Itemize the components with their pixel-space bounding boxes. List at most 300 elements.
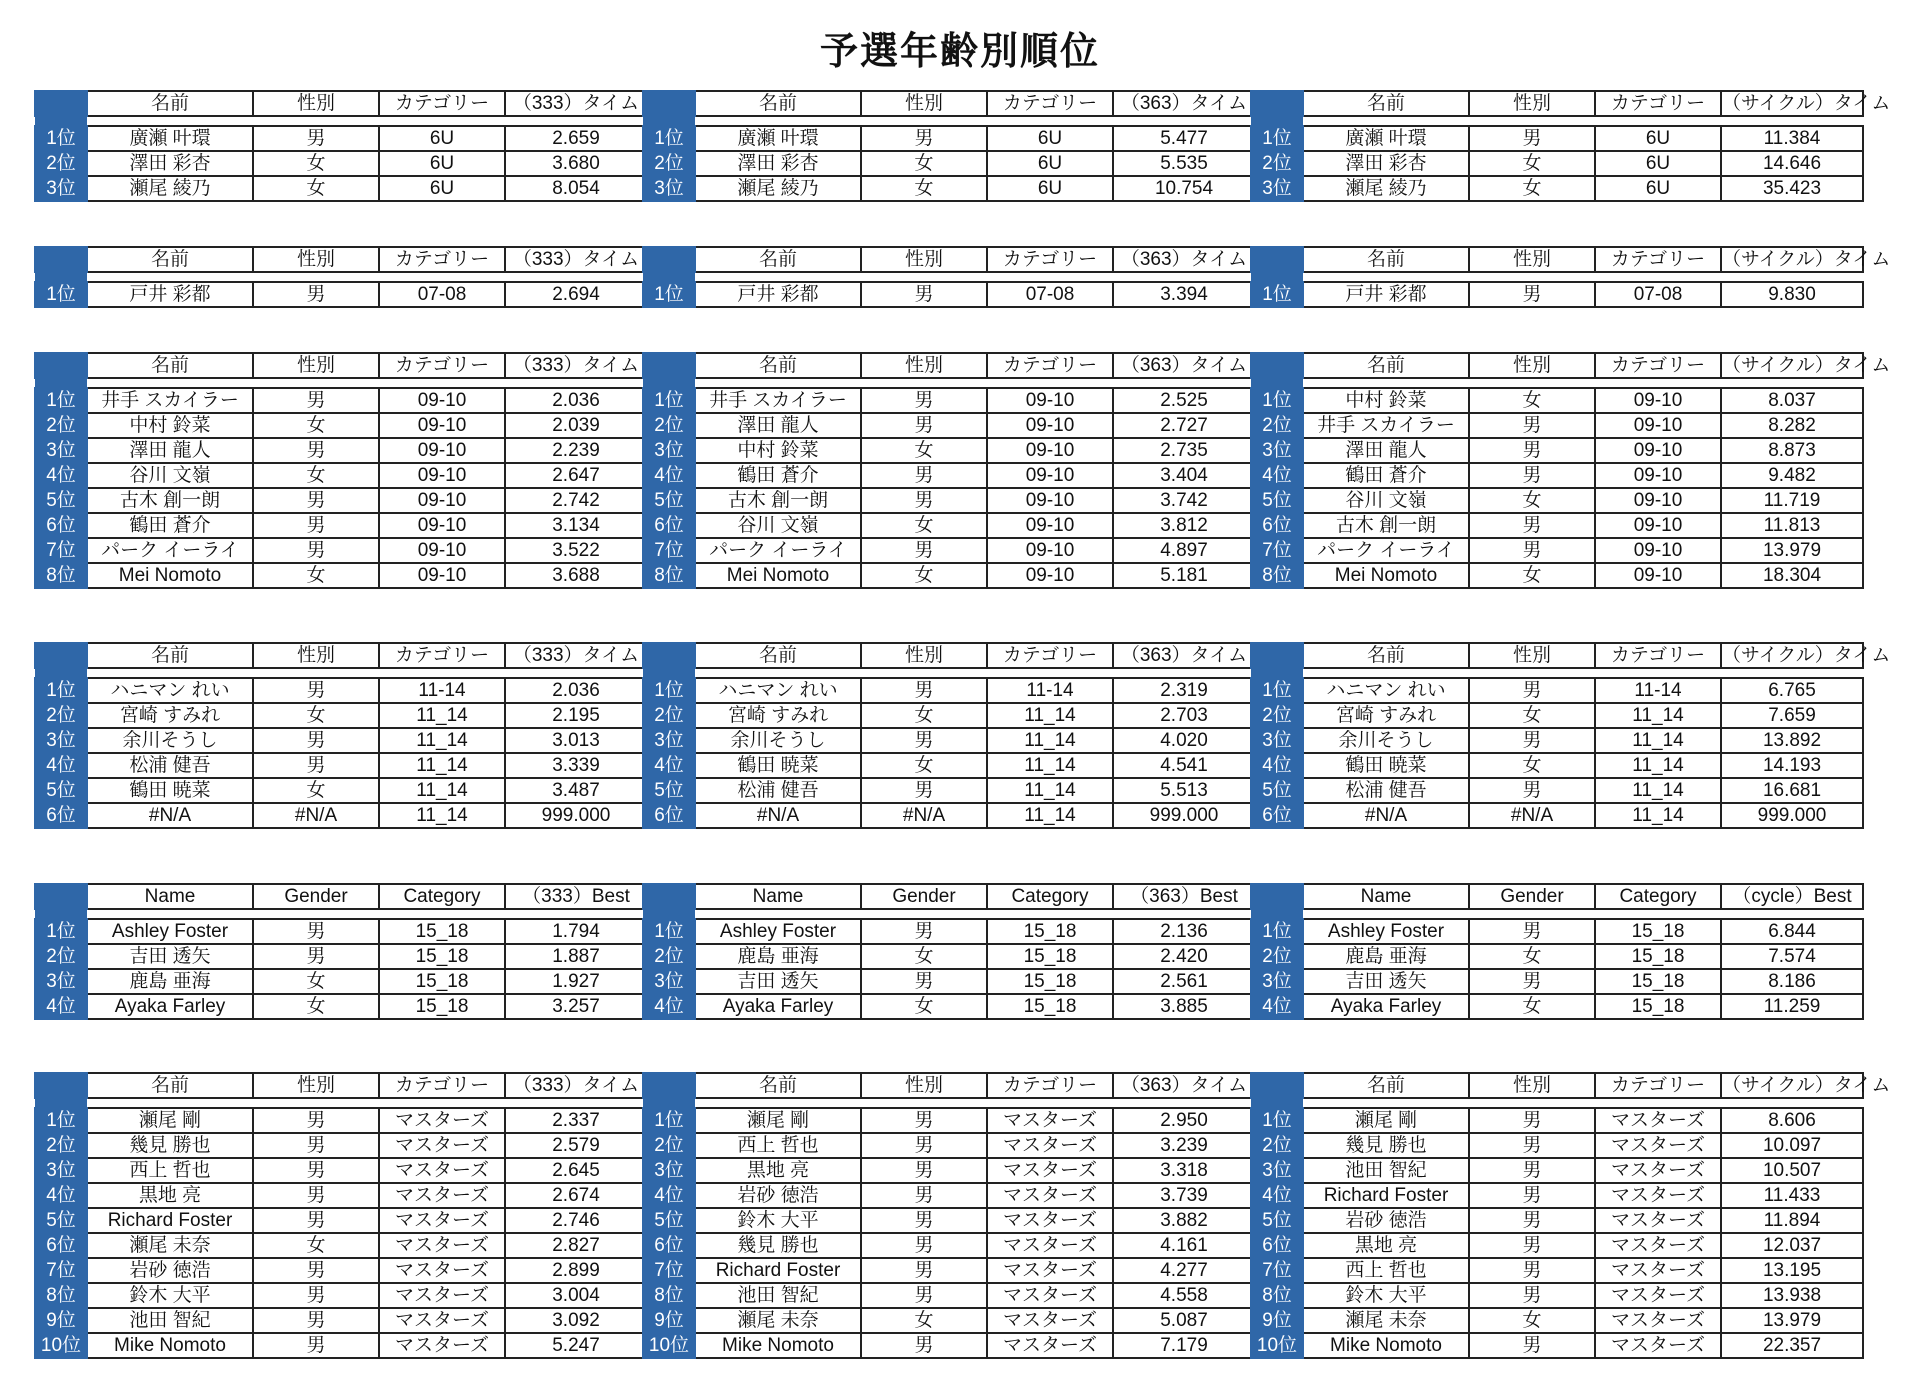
rank-spacer-cell — [35, 909, 87, 919]
name-cell: 澤田 龍人 — [695, 413, 861, 438]
table-row — [35, 919, 647, 944]
rank-cell: 7位 — [1251, 538, 1303, 563]
table-row — [643, 803, 1255, 828]
column-header-gender: 性別 — [1469, 247, 1595, 272]
column-header-gender: 性別 — [1469, 91, 1595, 116]
column-header-name: 名前 — [87, 91, 253, 116]
table-row — [35, 778, 647, 803]
name-cell: 井手 スカイラー — [695, 388, 861, 413]
ranking-table — [1250, 352, 1891, 589]
table-spacer-row — [35, 272, 647, 282]
rank-cell: 4位 — [1251, 994, 1303, 1019]
category-cell: 09-10 — [379, 438, 505, 463]
gender-cell: 女 — [861, 513, 987, 538]
ranking-table — [642, 1072, 1256, 1359]
column-header-gender: 性別 — [253, 1073, 379, 1098]
ranking-table — [642, 352, 1256, 589]
column-header-name: 名前 — [87, 353, 253, 378]
name-cell: ハニマン れい — [695, 678, 861, 703]
rank-header-cell — [35, 884, 87, 909]
name-cell: 西上 哲也 — [87, 1158, 253, 1183]
name-cell: 澤田 彩杏 — [87, 151, 253, 176]
column-header-name: 名前 — [695, 353, 861, 378]
rank-header-cell — [643, 884, 695, 909]
category-cell: 11_14 — [987, 703, 1113, 728]
spacer-cell — [87, 378, 647, 388]
time-cell: 4.277 — [1113, 1258, 1255, 1283]
rank-header-cell — [1251, 247, 1303, 272]
table-row — [1251, 969, 1863, 994]
column-header-gender: 性別 — [253, 247, 379, 272]
time-cell: 2.579 — [505, 1133, 647, 1158]
table-spacer-row — [643, 272, 1255, 282]
rank-cell: 5位 — [35, 778, 87, 803]
name-cell: 鹿島 亜海 — [87, 969, 253, 994]
time-cell: 2.727 — [1113, 413, 1255, 438]
category-cell: 11-14 — [1595, 678, 1721, 703]
time-cell: 2.195 — [505, 703, 647, 728]
name-cell: 廣瀬 叶環 — [1303, 126, 1469, 151]
ranking-table — [34, 883, 648, 1020]
gender-cell: 男 — [253, 753, 379, 778]
time-cell: 11.719 — [1721, 488, 1863, 513]
ranking-table — [1250, 90, 1891, 202]
rank-cell: 1位 — [1251, 126, 1303, 151]
category-cell: 09-10 — [987, 513, 1113, 538]
table-row — [1251, 944, 1863, 969]
name-cell: ハニマン れい — [87, 678, 253, 703]
column-header-category: カテゴリー — [1595, 91, 1721, 116]
column-header-gender: 性別 — [861, 1073, 987, 1098]
table-header-row — [35, 91, 647, 116]
name-cell: 澤田 龍人 — [87, 438, 253, 463]
rank-spacer-cell — [1251, 272, 1303, 282]
gender-cell: 男 — [253, 1258, 379, 1283]
time-cell: 3.739 — [1113, 1183, 1255, 1208]
time-cell: 5.087 — [1113, 1308, 1255, 1333]
name-cell: 鶴田 暁菜 — [87, 778, 253, 803]
gender-cell: 男 — [1469, 1283, 1595, 1308]
gender-cell: 女 — [253, 151, 379, 176]
time-cell: 4.161 — [1113, 1233, 1255, 1258]
gender-cell: 女 — [1469, 488, 1595, 513]
rank-spacer-cell — [35, 668, 87, 678]
category-cell: 11_14 — [379, 703, 505, 728]
rank-cell: 3位 — [1251, 176, 1303, 201]
rank-cell: 3位 — [35, 969, 87, 994]
name-cell: #N/A — [695, 803, 861, 828]
category-cell: 09-10 — [1595, 463, 1721, 488]
rank-cell: 6位 — [643, 1233, 695, 1258]
table-row — [643, 176, 1255, 201]
column-header-category: カテゴリー — [1595, 1073, 1721, 1098]
rank-spacer-cell — [35, 116, 87, 126]
gender-cell: 男 — [861, 1333, 987, 1358]
time-cell: 2.136 — [1113, 919, 1255, 944]
name-cell: 鶴田 暁菜 — [1303, 753, 1469, 778]
rank-cell: 3位 — [35, 438, 87, 463]
column-header-gender: 性別 — [861, 643, 987, 668]
name-cell: Mike Nomoto — [1303, 1333, 1469, 1358]
time-cell: 5.477 — [1113, 126, 1255, 151]
rank-cell: 10位 — [35, 1333, 87, 1358]
rank-cell: 2位 — [643, 703, 695, 728]
spacer-cell — [1303, 909, 1863, 919]
rank-cell: 8位 — [643, 1283, 695, 1308]
rank-cell: 2位 — [35, 151, 87, 176]
category-cell: 09-10 — [1595, 438, 1721, 463]
category-cell: マスターズ — [379, 1333, 505, 1358]
time-cell: 4.558 — [1113, 1283, 1255, 1308]
time-cell: 11.433 — [1721, 1183, 1863, 1208]
time-cell: 3.004 — [505, 1283, 647, 1308]
gender-cell: 女 — [253, 778, 379, 803]
column-header-category: Category — [379, 884, 505, 909]
table-row — [1251, 703, 1863, 728]
gender-cell: 男 — [861, 1133, 987, 1158]
category-cell: マスターズ — [987, 1208, 1113, 1233]
time-cell: 22.357 — [1721, 1333, 1863, 1358]
time-cell: 2.659 — [505, 126, 647, 151]
table-row — [1251, 176, 1863, 201]
name-cell: 古木 創一朗 — [87, 488, 253, 513]
gender-cell: 女 — [1469, 703, 1595, 728]
table-spacer-row — [35, 378, 647, 388]
column-header-name: 名前 — [695, 643, 861, 668]
column-header-name: 名前 — [1303, 91, 1469, 116]
name-cell: 廣瀬 叶環 — [695, 126, 861, 151]
column-header-gender: 性別 — [253, 91, 379, 116]
rank-cell: 7位 — [1251, 1258, 1303, 1283]
rank-cell: 1位 — [1251, 282, 1303, 307]
category-cell: 09-10 — [987, 488, 1113, 513]
table-header-row — [1251, 91, 1863, 116]
rank-cell: 1位 — [643, 1108, 695, 1133]
name-cell: パーク イーライ — [695, 538, 861, 563]
page-title: 予選年齢別順位 — [819, 29, 1100, 73]
gender-cell: 男 — [253, 126, 379, 151]
table-row — [643, 1258, 1255, 1283]
gender-cell: 女 — [1469, 753, 1595, 778]
name-cell: 松浦 健吾 — [695, 778, 861, 803]
gender-cell: 女 — [1469, 944, 1595, 969]
gender-cell: 男 — [1469, 1158, 1595, 1183]
table-row — [1251, 778, 1863, 803]
gender-cell: 男 — [861, 1233, 987, 1258]
column-header-category: カテゴリー — [1595, 353, 1721, 378]
time-cell: 6.844 — [1721, 919, 1863, 944]
table-row — [35, 703, 647, 728]
rank-cell: 2位 — [643, 151, 695, 176]
gender-cell: 女 — [1469, 1308, 1595, 1333]
gender-cell: 男 — [253, 919, 379, 944]
name-cell: 吉田 透矢 — [695, 969, 861, 994]
column-header-time: （333）タイム — [505, 91, 647, 116]
time-cell: 7.574 — [1721, 944, 1863, 969]
rank-spacer-cell — [35, 272, 87, 282]
rank-cell: 2位 — [1251, 1133, 1303, 1158]
table-row — [35, 994, 647, 1019]
table-row — [643, 1133, 1255, 1158]
table-row — [35, 413, 647, 438]
time-cell: 3.092 — [505, 1308, 647, 1333]
name-cell: パーク イーライ — [1303, 538, 1469, 563]
table-row — [1251, 803, 1863, 828]
gender-cell: 男 — [861, 919, 987, 944]
category-cell: マスターズ — [379, 1308, 505, 1333]
category-cell: マスターズ — [987, 1258, 1113, 1283]
column-header-time: （363）タイム — [1113, 1073, 1255, 1098]
category-cell: 11_14 — [379, 728, 505, 753]
time-cell: 4.020 — [1113, 728, 1255, 753]
gender-cell: 男 — [1469, 1133, 1595, 1158]
rank-cell: 4位 — [35, 1183, 87, 1208]
gender-cell: 男 — [861, 1258, 987, 1283]
table-row — [1251, 488, 1863, 513]
category-cell: 09-10 — [1595, 488, 1721, 513]
table-header-row — [35, 643, 647, 668]
table-row — [1251, 1258, 1863, 1283]
rank-cell: 4位 — [643, 1183, 695, 1208]
name-cell: 谷川 文嶺 — [1303, 488, 1469, 513]
category-cell: 09-10 — [379, 413, 505, 438]
time-cell: 1.887 — [505, 944, 647, 969]
name-cell: 井手 スカイラー — [87, 388, 253, 413]
category-cell: マスターズ — [379, 1183, 505, 1208]
time-cell: 1.927 — [505, 969, 647, 994]
time-cell: 2.036 — [505, 388, 647, 413]
category-cell: マスターズ — [987, 1108, 1113, 1133]
spacer-cell — [87, 272, 647, 282]
name-cell: 池田 智紀 — [1303, 1158, 1469, 1183]
rank-cell: 1位 — [643, 388, 695, 413]
gender-cell: 女 — [253, 994, 379, 1019]
column-header-name: 名前 — [87, 247, 253, 272]
rank-cell: 5位 — [643, 488, 695, 513]
rank-spacer-cell — [643, 272, 695, 282]
rank-header-cell — [643, 643, 695, 668]
rank-cell: 1位 — [1251, 1108, 1303, 1133]
gender-cell: 男 — [1469, 778, 1595, 803]
time-cell: 8.054 — [505, 176, 647, 201]
column-header-name: 名前 — [1303, 247, 1469, 272]
table-row — [1251, 1308, 1863, 1333]
rank-header-cell — [643, 91, 695, 116]
category-cell: 15_18 — [379, 994, 505, 1019]
name-cell: 岩砂 徳浩 — [1303, 1208, 1469, 1233]
table-spacer-row — [643, 909, 1255, 919]
spacer-cell — [1303, 668, 1863, 678]
rank-cell: 4位 — [643, 994, 695, 1019]
name-cell: Ashley Foster — [1303, 919, 1469, 944]
rank-cell: 1位 — [35, 678, 87, 703]
name-cell: 宮崎 すみれ — [695, 703, 861, 728]
table-row — [643, 1283, 1255, 1308]
name-cell: 中村 鈴菜 — [1303, 388, 1469, 413]
column-header-time: （363）タイム — [1113, 91, 1255, 116]
gender-cell: 男 — [861, 778, 987, 803]
gender-cell: 女 — [253, 969, 379, 994]
time-cell: 7.659 — [1721, 703, 1863, 728]
gender-cell: 男 — [253, 538, 379, 563]
category-cell: 09-10 — [987, 538, 1113, 563]
column-header-time: （333）Best — [505, 884, 647, 909]
spacer-cell — [1303, 272, 1863, 282]
category-cell: 09-10 — [379, 463, 505, 488]
time-cell: 6.765 — [1721, 678, 1863, 703]
category-cell: マスターズ — [1595, 1158, 1721, 1183]
name-cell: Ayaka Farley — [695, 994, 861, 1019]
table-header-row — [35, 1073, 647, 1098]
time-cell: 3.257 — [505, 994, 647, 1019]
name-cell: Ashley Foster — [87, 919, 253, 944]
column-header-name: 名前 — [87, 643, 253, 668]
rank-cell: 1位 — [643, 126, 695, 151]
rank-cell: 1位 — [35, 388, 87, 413]
time-cell: 3.680 — [505, 151, 647, 176]
name-cell: パーク イーライ — [87, 538, 253, 563]
category-cell: マスターズ — [987, 1133, 1113, 1158]
category-cell: マスターズ — [1595, 1308, 1721, 1333]
table-row — [1251, 919, 1863, 944]
table-header-row — [643, 247, 1255, 272]
table-spacer-row — [643, 668, 1255, 678]
rank-spacer-cell — [643, 378, 695, 388]
rank-cell: 1位 — [35, 126, 87, 151]
time-cell: 2.561 — [1113, 969, 1255, 994]
category-cell: マスターズ — [1595, 1108, 1721, 1133]
gender-cell: 男 — [1469, 538, 1595, 563]
rank-cell: 1位 — [643, 919, 695, 944]
column-header-category: カテゴリー — [379, 247, 505, 272]
gender-cell: 男 — [861, 1108, 987, 1133]
time-cell: 13.979 — [1721, 538, 1863, 563]
spacer-cell — [87, 116, 647, 126]
category-cell: 15_18 — [1595, 919, 1721, 944]
gender-cell: 男 — [1469, 1208, 1595, 1233]
category-cell: マスターズ — [987, 1333, 1113, 1358]
rank-header-cell — [35, 91, 87, 116]
rank-cell: 3位 — [643, 1158, 695, 1183]
time-cell: 3.882 — [1113, 1208, 1255, 1233]
name-cell: Mike Nomoto — [87, 1333, 253, 1358]
table-row — [643, 969, 1255, 994]
time-cell: 14.193 — [1721, 753, 1863, 778]
name-cell: #N/A — [1303, 803, 1469, 828]
gender-cell: 男 — [861, 282, 987, 307]
category-cell: 11_14 — [1595, 803, 1721, 828]
time-cell: 2.647 — [505, 463, 647, 488]
column-header-category: Category — [1595, 884, 1721, 909]
rank-cell: 1位 — [1251, 678, 1303, 703]
table-spacer-row — [643, 116, 1255, 126]
time-cell: 13.979 — [1721, 1308, 1863, 1333]
time-cell: 2.899 — [505, 1258, 647, 1283]
column-header-name: Name — [695, 884, 861, 909]
column-header-category: カテゴリー — [1595, 247, 1721, 272]
table-row — [643, 438, 1255, 463]
rank-cell: 3位 — [35, 176, 87, 201]
gender-cell: 女 — [861, 703, 987, 728]
gender-cell: 男 — [253, 1208, 379, 1233]
time-cell: 10.507 — [1721, 1158, 1863, 1183]
name-cell: 黒地 亮 — [87, 1183, 253, 1208]
gender-cell: 女 — [861, 176, 987, 201]
column-header-name: 名前 — [695, 1073, 861, 1098]
name-cell: 幾見 勝也 — [695, 1233, 861, 1258]
gender-cell: 男 — [253, 1158, 379, 1183]
table-row — [35, 678, 647, 703]
category-cell: 09-10 — [987, 388, 1113, 413]
gender-cell: 女 — [1469, 151, 1595, 176]
gender-cell: 男 — [861, 413, 987, 438]
table-row — [643, 538, 1255, 563]
column-header-time: （サイクル）タイム — [1721, 643, 1863, 668]
rank-cell: 2位 — [643, 1133, 695, 1158]
time-cell: 3.404 — [1113, 463, 1255, 488]
gender-cell: 女 — [253, 413, 379, 438]
rank-spacer-cell — [35, 1098, 87, 1108]
rank-cell: 5位 — [35, 488, 87, 513]
rank-cell: 1位 — [1251, 919, 1303, 944]
gender-cell: 女 — [253, 563, 379, 588]
table-row — [1251, 538, 1863, 563]
table-row — [35, 728, 647, 753]
rank-cell: 3位 — [643, 438, 695, 463]
rank-header-cell — [1251, 1073, 1303, 1098]
time-cell: 4.897 — [1113, 538, 1255, 563]
category-cell: 11-14 — [379, 678, 505, 703]
time-cell: 3.487 — [505, 778, 647, 803]
category-cell: 07-08 — [987, 282, 1113, 307]
gender-cell: 男 — [253, 388, 379, 413]
column-header-name: 名前 — [1303, 1073, 1469, 1098]
column-header-gender: 性別 — [861, 247, 987, 272]
gender-cell: 男 — [861, 1283, 987, 1308]
gender-cell: 男 — [1469, 919, 1595, 944]
name-cell: Mei Nomoto — [87, 563, 253, 588]
column-header-gender: 性別 — [861, 353, 987, 378]
rank-spacer-cell — [1251, 909, 1303, 919]
time-cell: 2.239 — [505, 438, 647, 463]
category-cell: 09-10 — [379, 513, 505, 538]
name-cell: 中村 鈴菜 — [695, 438, 861, 463]
rank-cell: 3位 — [1251, 438, 1303, 463]
table-header-row — [1251, 353, 1863, 378]
gender-cell: 男 — [1469, 1108, 1595, 1133]
column-header-name: 名前 — [695, 91, 861, 116]
time-cell: 9.830 — [1721, 282, 1863, 307]
category-cell: 6U — [1595, 151, 1721, 176]
name-cell: 鹿島 亜海 — [1303, 944, 1469, 969]
gender-cell: 男 — [861, 728, 987, 753]
table-row — [643, 1183, 1255, 1208]
rank-header-cell — [35, 643, 87, 668]
table-spacer-row — [1251, 272, 1863, 282]
rank-cell: 2位 — [1251, 151, 1303, 176]
table-row — [643, 563, 1255, 588]
time-cell: 3.522 — [505, 538, 647, 563]
category-cell: 11_14 — [987, 728, 1113, 753]
table-spacer-row — [35, 668, 647, 678]
category-cell: 6U — [1595, 176, 1721, 201]
rank-cell: 2位 — [643, 944, 695, 969]
rank-cell: 1位 — [35, 282, 87, 307]
gender-cell: 男 — [1469, 126, 1595, 151]
gender-cell: 女 — [861, 563, 987, 588]
name-cell: 戸井 彩都 — [87, 282, 253, 307]
rank-header-cell — [1251, 353, 1303, 378]
